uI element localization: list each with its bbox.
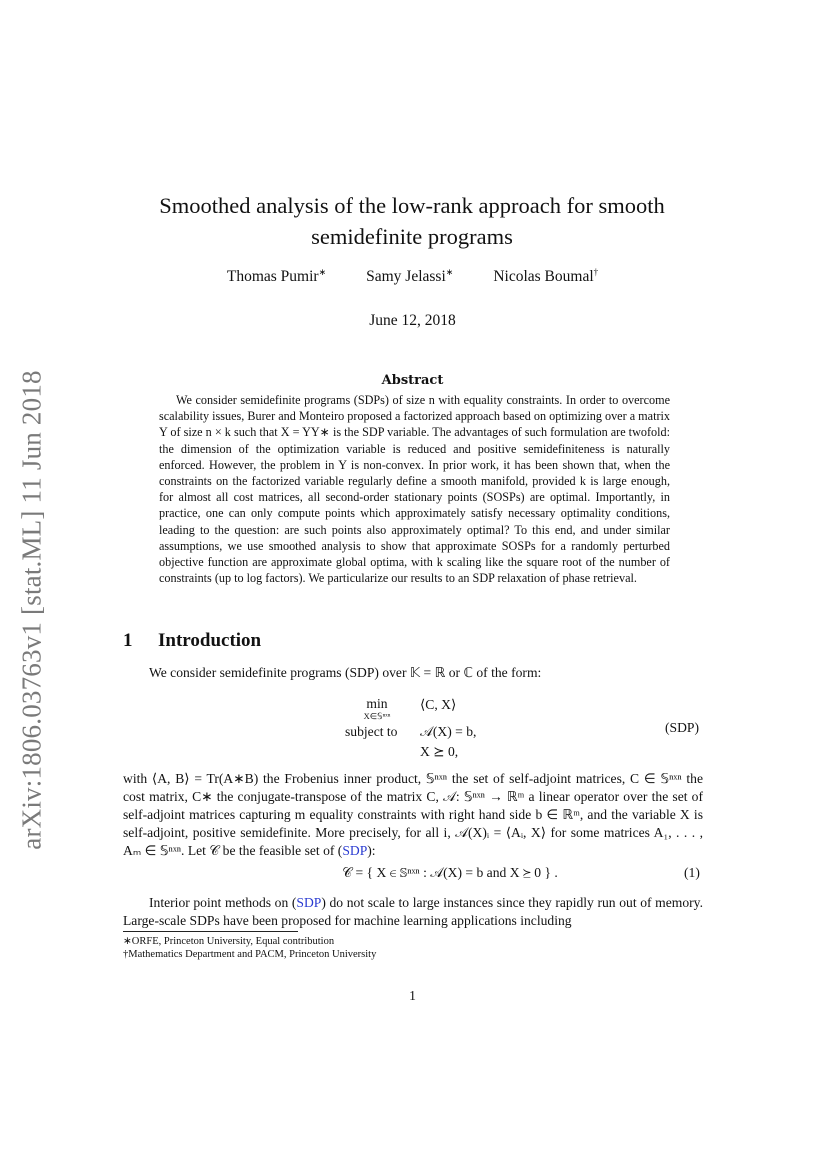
intro-paragraph-3: Interior point methods on (SDP) do not scale to large instances since they rapidly run out of memory. Large-scale SDPs have been proposed for machine learning applications including [123, 895, 703, 928]
sdp-constraint-1: 𝒜(X) = b, [420, 724, 477, 739]
paper-title [122, 190, 702, 252]
author-1: Thomas Pumir∗ [226, 267, 327, 286]
author-list [120, 267, 705, 286]
sdp-constraint-2: X ⪰ 0, [420, 744, 459, 759]
intro-paragraph-1: We consider semidefinite programs (SDP) over 𝕂 = ℝ or ℂ of the form: [149, 665, 542, 680]
sdp-equation-tag: (SDP) [665, 720, 699, 735]
section-number: 1 [123, 630, 133, 651]
feasible-set-equation: 𝒞 = { X ∈ 𝕊ⁿˣⁿ : 𝒜(X) = b and X ⪰ 0 } . [342, 865, 558, 880]
sdp-subject-to: subject to [345, 724, 398, 739]
sdp-min: min X∈𝕊ⁿˣⁿ [363, 696, 391, 721]
footnote-2: †Mathematics Department and PACM, Princeton University [123, 949, 377, 960]
abstract-heading: Abstract [381, 373, 444, 388]
author-2: Samy Jelassi∗ [366, 267, 454, 286]
title-line-1: Smoothed analysis of the low-rank approach for smooth [159, 193, 665, 218]
section-heading [123, 630, 261, 652]
sdp-reference-link-2[interactable]: SDP [296, 895, 322, 910]
paper-date: June 12, 2018 [369, 312, 456, 329]
sdp-reference-link[interactable]: SDP [342, 843, 368, 858]
equation-1-tag: (1) [684, 865, 700, 880]
arxiv-sidebar-stamp [12, 360, 52, 860]
sdp-objective: ⟨C, X⟩ [420, 697, 457, 712]
author-3: Nicolas Boumal† [493, 267, 599, 286]
section-title: Introduction [158, 630, 262, 651]
title-line-2: semidefinite programs [311, 224, 513, 249]
footnote-rule [123, 931, 298, 932]
intro-paragraph-2: with ⟨A, B⟩ = Tr(A∗B) the Frobenius inner product, 𝕊ⁿˣⁿ the set of self-adjoint matrices, C ∈ 𝕊ⁿˣⁿ the cost matrix, C∗ the conjugate-transpose of the matrix C, 𝒜: 𝕊ⁿˣⁿ → ℝᵐ a linear operator over the set of self-adjoint matrices capturing m equality constraints with right hand side b ∈ ℝᵐ, and the variable X is self-adjoint, positive semidefinite. More precisely, for all i, 𝒜(X)ᵢ = ⟨Aᵢ, X⟩ for some matrices A₁, . . . , Aₘ ∈ 𝕊ⁿˣⁿ. Let 𝒞 be the feasible set of (SDP): [123, 771, 703, 858]
abstract-body: We consider semidefinite programs (SDPs) of size n with equality constraints. In order to overcome scalability issues, Burer and Monteiro proposed a factorized approach based on optimizing over a matrix Y of size n × k such that X = YY∗ is the SDP variable. The advantages of such formulation are twofold: the dimension of the optimization variable is reduced and positive semidefiniteness is naturally enforced. However, the problem in Y is non-convex. In prior work, it has been shown that, when the constraints on the factorized variable regularly define a smooth manifold, provided k is large enough, for almost all cost matrices, all second-order stationary points (SOSPs) are optimal. Importantly, in practice, one can only compute points which approximately satisfy necessary optimality conditions, leading to the question: are such points also approximately optimal? To this end, and under similar assumptions, we use smoothed analysis to show that approximate SOSPs for a randomly perturbed objective function are approximate global optima, with k scaling like the square root of the number of constraints (up to log factors). We particularize our results to an SDP relaxation of phase retrieval. [159, 393, 670, 586]
footnote-1: ∗ORFE, Princeton University, Equal contribution [123, 936, 335, 947]
page-number: 1 [409, 988, 416, 1003]
arxiv-identifier: arXiv:1806.03763v1 [stat.ML] 11 Jun 2018 [16, 370, 47, 850]
